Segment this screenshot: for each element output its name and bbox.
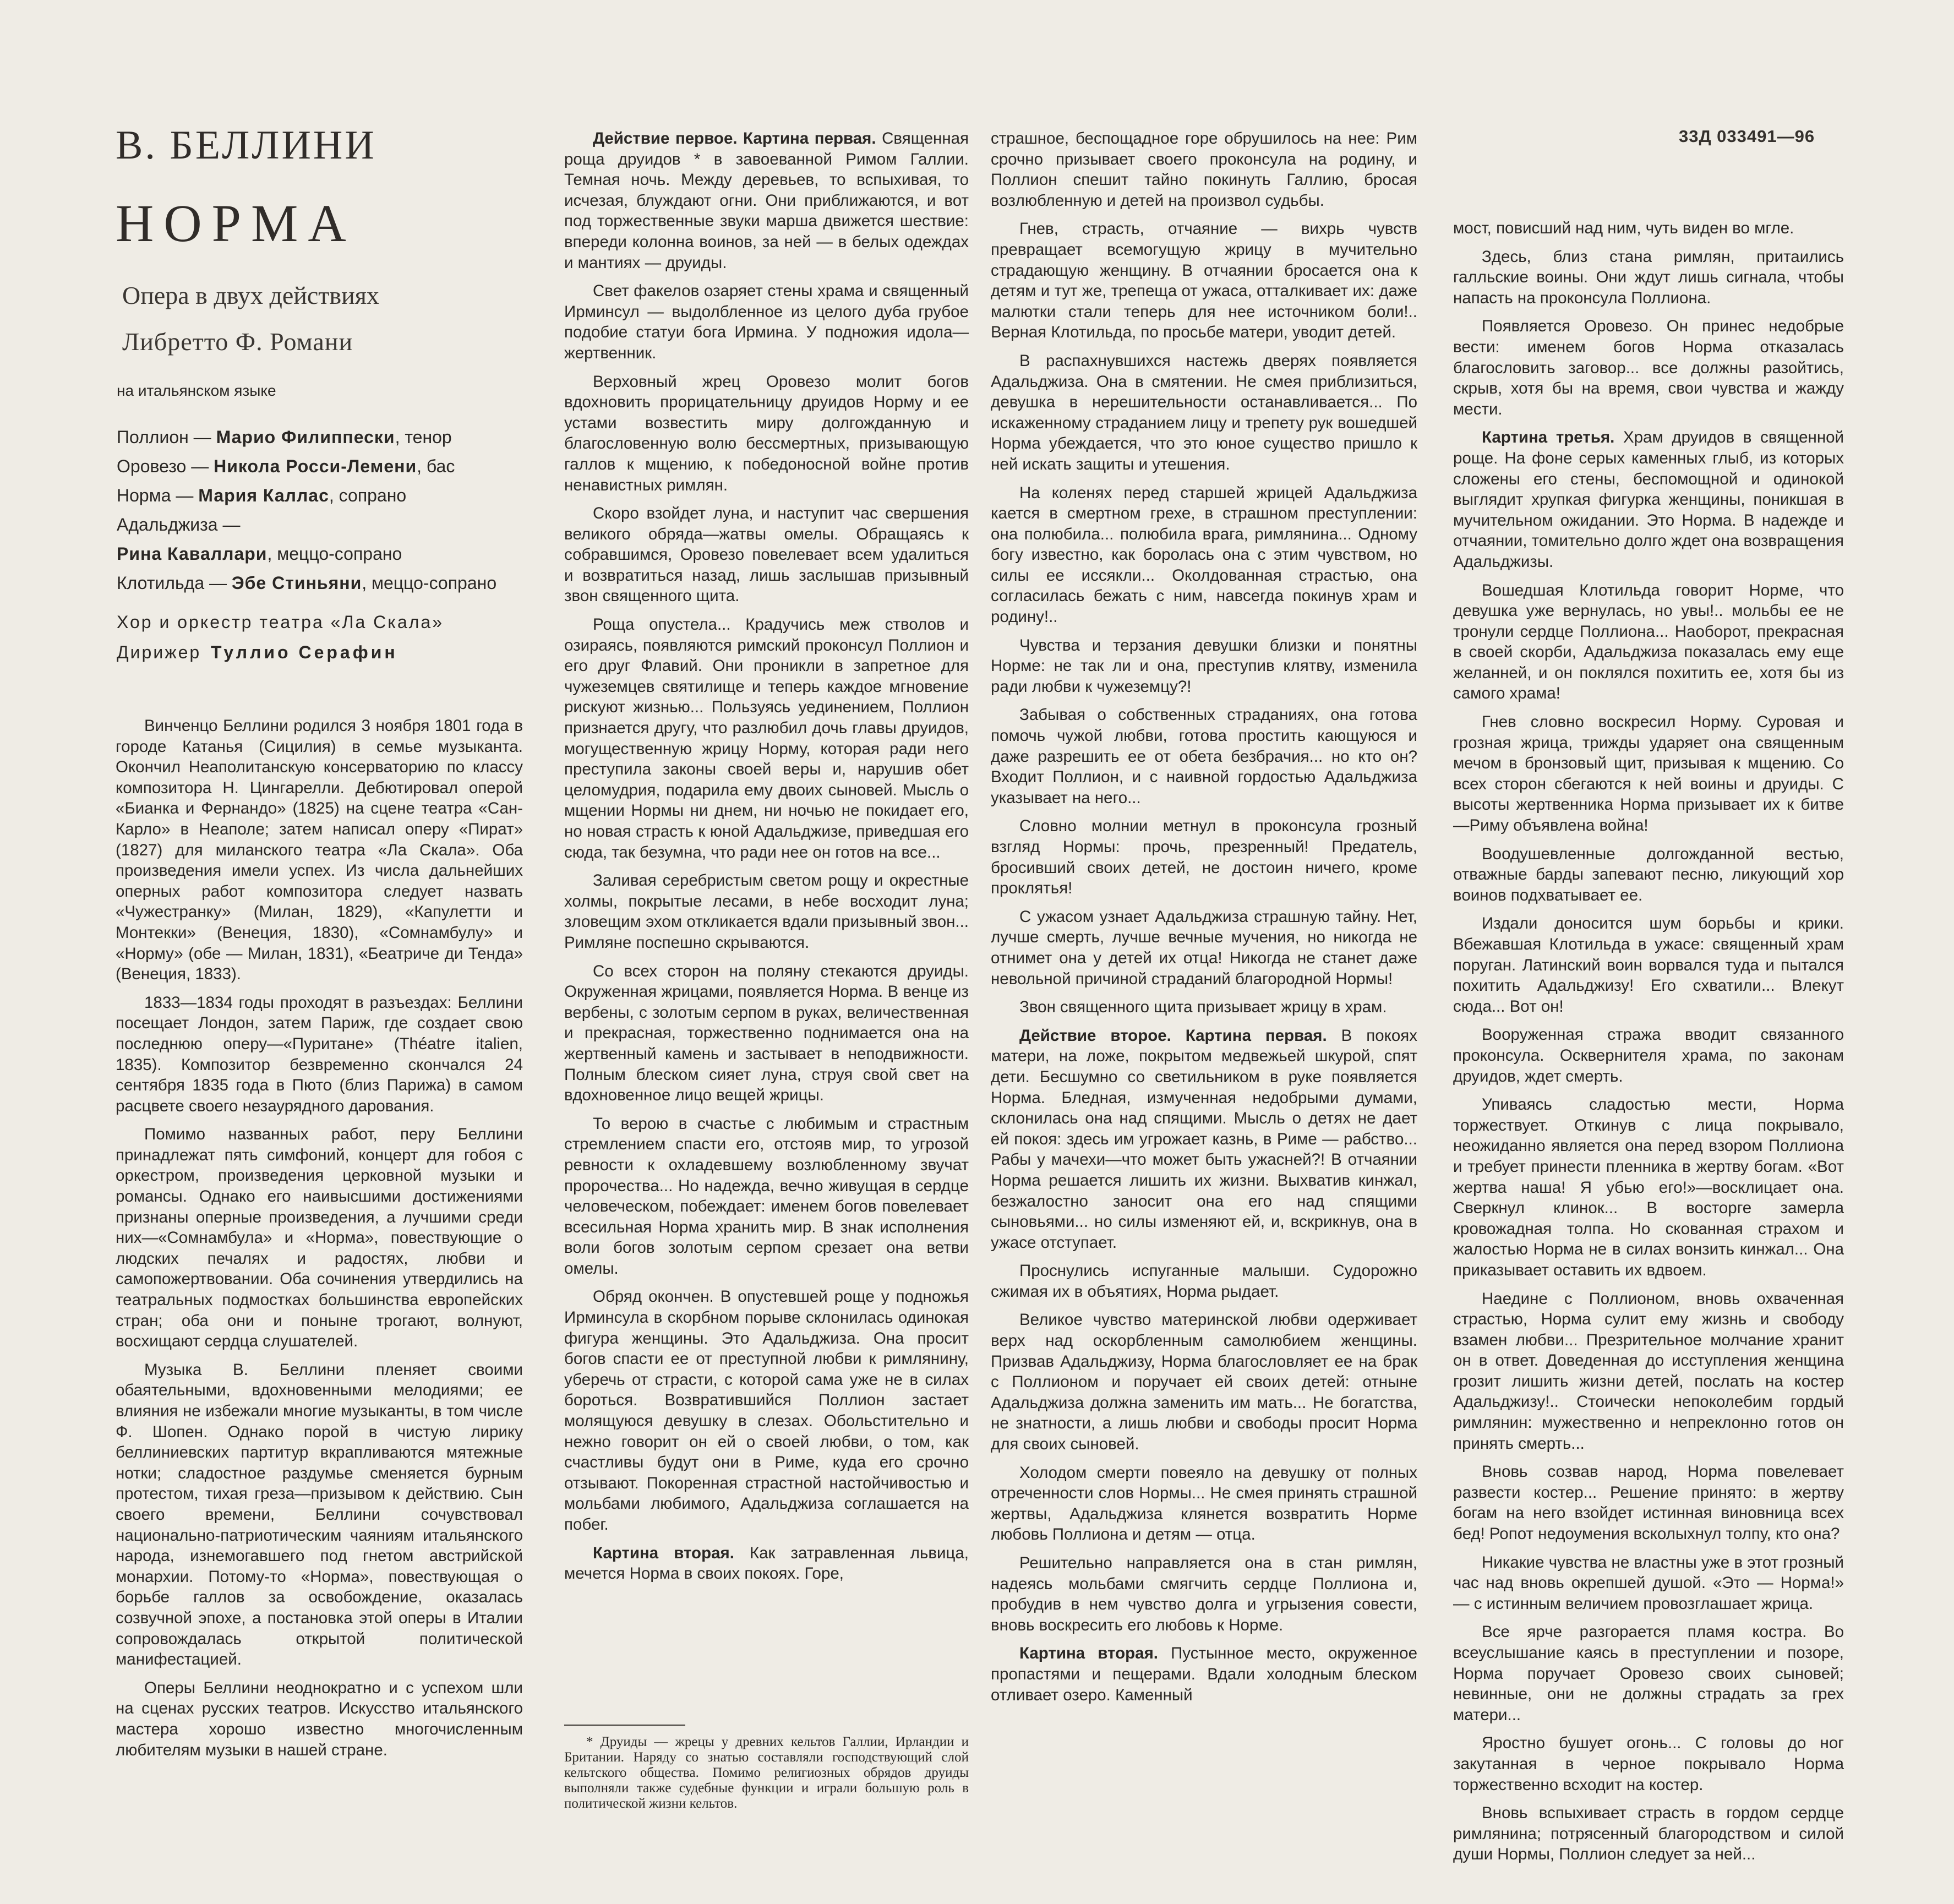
synopsis-paragraph	[1453, 247, 1844, 309]
chorus-credit: Хор и оркестр театра «Ла Скала»	[117, 612, 444, 632]
synopsis-paragraph	[1453, 1461, 1844, 1544]
paragraph-text: Яростно бушует огонь... С головы до ног закутанная в черное покрывало Норма торжественно всходит на костер.	[1453, 1734, 1844, 1794]
bio-paragraph: Оперы Беллини неоднократно и с успехом шли на сценах русских театров. Искусство итальянского мастера хорошо известно многочисленным любителям музыки в нашей стране.	[116, 1678, 523, 1759]
paragraph-text: Вошедшая Клотильда говорит Норме, что девушка уже вернулась, но увы!.. мольбы ее не тронули сердце Поллиона... Наоборот, прекрасная в своей скорби, Адальджиза показалась ему еще желанней, и он поклялся похитить ее, хотя бы из самого храма!	[1453, 581, 1844, 703]
synopsis-paragraph	[991, 1553, 1417, 1635]
synopsis-paragraph	[991, 635, 1417, 697]
paragraph-text: Храм друидов в священной роще. На фоне серых каменных глыб, из которых сложены его стены, беспомощной и одинокой выглядит хрупкая фигурка женщины, поникшая в мучительном ожидании. Это Норма. В надежде и отчаянии, томительно долго ждет она возвращения Адальджизы.	[1453, 428, 1844, 571]
synopsis-paragraph	[991, 483, 1417, 628]
bio-paragraph: 1833—1834 годы проходят в разъездах: Беллини посещает Лондон, затем Париж, где создает свою последнюю оперу—«Пуритане» (Théatre italien, 1835). Композитор безвременно скончался 24 сентября 1835 года в Пюто (близ Парижа) в самом расцвете своего незаурядного дарования.	[116, 993, 523, 1115]
synopsis-paragraph	[564, 614, 969, 863]
paragraph-text: Здесь, близ стана римлян, притаились галльские воины. Они ждут лишь сигнала, чтобы напасть на проконсула Поллиона.	[1453, 247, 1844, 307]
synopsis-paragraph	[991, 1643, 1417, 1705]
synopsis-paragraph	[991, 219, 1417, 343]
synopsis-paragraph	[1453, 1552, 1844, 1614]
synopsis-paragraph	[564, 1543, 969, 1584]
synopsis-paragraph	[1453, 844, 1844, 906]
paragraph-text: Скоро взойдет луна, и наступит час свершения великого обряда—жатвы омелы. Обращаясь к собравшимся, Оровезо повелевает всем удалиться и возвратиться назад, лишь заслышав призывный звон священного щита.	[564, 504, 969, 605]
synopsis-paragraph	[991, 816, 1417, 898]
paragraph-text: То верою в счастье с любимым и страстным стремлением спасти его, отстояв мир, то угрозой ревности к охладевшему возлюбленному звучат пророчества... Но надежда, вечно живущая в сердце человеческом, побеждает: именем богов повелевает всесильная Норма хранить мир. В знак исполнения воли богов золотым серпом срезает она ветви омелы.	[564, 1114, 969, 1278]
synopsis-paragraph	[564, 503, 969, 607]
paragraph-text: Священная роща друидов * в завоеванной Римом Галлии. Темная ночь. Между деревьев, то вспыхивая, то исчезая, блуждают огни. Они приближаются, и вот под торжественные звуки марша движется шествие: впереди колонна воинов, за ней — в белых одеждах и мантиях — друиды.	[564, 129, 969, 272]
paragraph-text: Воодушевленные долгожданной вестью, отважные барды запевают песню, ликующий хор воинов подхватывает ее.	[1453, 844, 1844, 904]
paragraph-text: Вновь вспыхивает страсть в гордом сердце римлянина; потрясенный благородством и силой души Нормы, Поллион следует за ней...	[1453, 1804, 1844, 1864]
footnote-text: * Друиды — жрецы у древних кельтов Галлии, Ирландии и Британии. Наряду со знатью составляли господствующий слой кельтского общества. Помимо религиозных обрядов друиды выполняли также судебные функции и играли большую роль в политической жизни кельтов.	[564, 1734, 969, 1811]
scene-heading: Картина вторая.	[1019, 1644, 1158, 1663]
footnote-rule	[564, 1725, 685, 1726]
scene-heading: Действие первое. Картина первая.	[593, 129, 876, 148]
paragraph-text: Пустынное место, окруженное пропастями и пещерами. Вдали холодным блеском отливает озеро. Каменный	[991, 1644, 1417, 1704]
synopsis-paragraph	[564, 870, 969, 953]
synopsis-paragraph	[991, 907, 1417, 989]
synopsis-paragraph	[991, 705, 1417, 808]
cast-entry: Поллион — Марио Филиппески, тенор	[117, 427, 452, 447]
scene-heading: Картина третья.	[1482, 428, 1615, 447]
paragraph-text: Никакие чувства не властны уже в этот грозный час над вновь окрепшей душой. «Это — Норма!» — с истинным величием провозглашает жрица.	[1453, 1553, 1844, 1613]
synopsis-paragraph	[991, 1310, 1417, 1454]
synopsis-paragraph	[564, 128, 969, 273]
paragraph-text: Холодом смерти повеяло на девушку от полных отреченности слов Нормы... Не смея принять страшной жертвы, Адальджиза клянется возвратить Норме любовь Поллиона и детям — отца.	[991, 1463, 1417, 1544]
synopsis-paragraph	[991, 997, 1417, 1018]
paragraph-text: Как затравленная львица, мечется Норма в своих покоях. Горе,	[564, 1543, 969, 1583]
synopsis-paragraph	[991, 1025, 1417, 1253]
bio-paragraph: Винченцо Беллини родился 3 ноября 1801 года в городе Катанья (Сицилия) в семье музыканта. Окончил Неаполитанскую консерваторию по классу композитора Н. Цингарелли. Дебютировал оперой «Бианка и Фернандо» (1825) на сцене театра «Сан-Карло» в Неаполе; затем написал оперу «Пират» (1827) для миланского театра «Ла Скала». Оба произведения имели успех. Из числа дальнейших оперных работ композитора следует назвать «Чужестранку» (Милан, 1829), «Капулетти и Монтекки» (Венеция, 1830), «Сомнамбулу» и «Норму» (обе — Милан, 1831), «Беатриче ди Тенда» (Венеция, 1833).	[116, 717, 523, 984]
footnote	[564, 1725, 969, 1812]
synopsis-paragraph	[991, 1463, 1417, 1545]
synopsis-paragraph	[564, 961, 969, 1106]
paragraph-text: С ужасом узнает Адальджиза страшную тайну. Нет, лучше смерть, лучше вечные мучения, но никогда не отнимет она у детей их отца! Никогда не станет даже невольной причиной страданий благородной Нормы!	[991, 907, 1417, 988]
language-note: на итальянском языке	[117, 382, 276, 399]
paragraph-text: Решительно направляется она в стан римлян, надеясь мольбами смягчить сердце Поллиона и, пробудив в нем чувство долга и угрызения совести, вновь воскресить его любовь к Норме.	[991, 1554, 1417, 1634]
paragraph-text: Забывая о собственных страданиях, она готова помочь чужой любви, готова простить кающуюся и даже разрешить ее от обета безбрачия... но кто он? Входит Поллион, и с наивной гордостью Адальджиза указывает на него...	[991, 706, 1417, 807]
synopsis-paragraph	[991, 1261, 1417, 1302]
synopsis-paragraph	[564, 281, 969, 363]
paragraph-text: Проснулись испуганные малыши. Судорожно сжимая их в объятиях, Норма рыдает.	[991, 1262, 1417, 1301]
synopsis-column-2	[991, 128, 1417, 1713]
synopsis-paragraph	[1453, 1733, 1844, 1795]
paragraph-text: мост, повисший над ним, чуть виден во мгле.	[1453, 219, 1794, 237]
synopsis-paragraph	[564, 372, 969, 496]
cast-entry: Клотильда — Эбе Стиньяни, меццо-сопрано	[117, 573, 497, 593]
synopsis-paragraph	[564, 1114, 969, 1279]
cast-entry: Оровезо — Никола Росси-Лемени, бас	[117, 456, 455, 476]
paragraph-text: Свет факелов озаряет стены храма и священный Ирминсул — выдолбленное из целого дуба грубое подобие статуи бога Ирмина. У подножия идола—жертвенник.	[564, 282, 969, 362]
paragraph-text: Чувства и терзания девушки близки и понятны Норме: не так ли и она, преступив клятву, изменила ради любви к чужеземцу?!	[991, 636, 1417, 696]
paragraph-text: В распахнувшихся настежь дверях появляется Адальджиза. Она в смятении. Не смея приблизиться, девушка в нерешительности останавливается... По искаженному страданием лицу и трепету рук вошедшей Норма убеждается, что это юное существо пришло к ней искать защиты и утешения.	[991, 351, 1417, 473]
synopsis-column-3	[1453, 218, 1844, 1873]
scene-heading: Картина вторая.	[593, 1543, 734, 1562]
paragraph-text: Со всех сторон на поляну стекаются друиды. Окруженная жрицами, появляется Норма. В венце из вербены, с золотым серпом в руках, величественная и прекрасная, торжественно поднимается она на жертвенный камень и застывает в неподвижности. Полным блеском сияет луна, струя свой свет на вдохновенное лицо вещей жрицы.	[564, 962, 969, 1105]
libretto-credit: Либретто Ф. Романи	[122, 328, 353, 356]
paragraph-text: Вновь созвав народ, Норма повелевает развести костер... Решение принято: в жертву богам на него взойдет истинная виновница всех бед! Ропот недоумения всколыхнул толпу, кто она?	[1453, 1463, 1844, 1543]
synopsis-paragraph	[1453, 427, 1844, 572]
synopsis-paragraph	[1453, 316, 1844, 419]
synopsis-paragraph	[1453, 913, 1844, 1017]
paragraph-text: Заливая серебристым светом рощу и окрестные холмы, покрытые лесами, в небе восходит луна; зловещим эхом откликается вдали призывный звон... Римляне поспешно скрываются.	[564, 871, 969, 952]
paragraph-text: Издали доносится шум борьбы и крики. Вбежавшая Клотильда в ужасе: священный храм поруган. Латинский воин ворвался туда и пытался похитить Адальджизу! Его схватили... Влекут сюда... Вот он!	[1453, 914, 1844, 1016]
bio-paragraph: Помимо названных работ, перу Беллини принадлежат пять симфоний, концерт для гобоя с оркестром, произведения церковной музыки и романсы. Однако его наивысшими достижениями признаны оперные произведения, а лучшими среди них—«Сомнамбула» и «Норма», повествующие о людских печалях и радостях, любви и самопожертвовании. Оба сочинения утвердились на театральных подмостках большинства европейских стран; оба они и поныне трогают, волнуют, восхищают сердца слушателей.	[116, 1125, 523, 1351]
paragraph-text: Вооруженная стража вводит связанного проконсула. Осквернителя храма, по законам друидов, ждет смерть.	[1453, 1025, 1844, 1085]
cast-entry: Адальджиза —	[117, 515, 241, 534]
paragraph-text: Все ярче разгорается пламя костра. Во всеуслышание каясь в преступлении и позоре, Норма поручает Оровезо своих сыновей; невинные, они не должны страдать за грех матери...	[1453, 1623, 1844, 1724]
paragraph-text: Роща опустела... Крадучись меж стволов и озираясь, появляются римский проконсул Поллион и его друг Флавий. Они проникли в запретное для чужеземцев святилище и теперь каждое мгновение рискуют жизнью... Пользуясь уединением, Поллион признается другу, что разлюбил дочь главы друидов, могущественную жрицу Норму, которая ради него преступила законы своей веры и, нарушив обет целомудрия, подарила ему двоих сыновей. Мысль о мщении Нормы ни днем, ни ночью не покидает его, но новая страсть к юной Адальджизе, приведшая его сюда, так безумна, что ради нее он готов на все...	[564, 615, 969, 861]
biography-column	[116, 716, 523, 1768]
synopsis-paragraph	[1453, 1024, 1844, 1087]
synopsis-paragraph	[564, 1286, 969, 1535]
paragraph-text: Гнев, страсть, отчаяние — вихрь чувств превращает всемогущую жрицу в мучительно страдающую женщину. В отчаянии бросается она к детям и тут же, трепеща от ужаса, отталкивает их: даже малютки стали теперь для нее источником боли!.. Верная Клотильда, по просьбе матери, уводит детей.	[991, 220, 1417, 342]
opera-title: НОРМА	[116, 194, 356, 253]
synopsis-paragraph	[1453, 1094, 1844, 1280]
paragraph-text: Упиваясь сладостью мести, Норма торжествует. Откинув с лица покрывало, неожиданно является она перед взором Поллиона и требует принести пленника в жертву богам. «Вот жертва наша! Я убью его!»—восклицает она. Сверкнул клинок... В восторге замерла кровожадная толпа. Но скованная страхом и жалостью Норма не в силах вонзить кинжал... Она приказывает оставить их вдвоем.	[1453, 1095, 1844, 1279]
paragraph-text: Словно молнии метнул в проконсула грозный взгляд Нормы: прочь, презренный! Предатель, бросивший своих детей, не достоин ничего, кроме проклятья!	[991, 817, 1417, 898]
composer-name: В. БЕЛЛИНИ	[116, 123, 376, 168]
synopsis-paragraph	[1453, 1289, 1844, 1454]
cast-entry: Рина Каваллари, меццо-сопрано	[117, 544, 402, 564]
synopsis-paragraph	[1453, 218, 1844, 239]
paragraph-text: Звон священного щита призывает жрицу в храм.	[1019, 998, 1387, 1017]
paragraph-text: Наедине с Поллионом, вновь охваченная страстью, Норма сулит ему жизнь и свободу взамен любви... Презрительное молчание хранит он в ответ. Доведенная до исступления женщина грозит лишить жизни детей, послать на костер Адальджизу!.. Стоически непоколебим гордый римлянин: мужественно и непреклонно готов он принять смерть...	[1453, 1289, 1844, 1453]
paragraph-text: страшное, беспощадное горе обрушилось на нее: Рим срочно призывает своего проконсула на родину, и Поллион спешит тайно покинуть Галлию, бросая возлюбленную и детей на произвол судьбы.	[991, 129, 1417, 210]
paragraph-text: В покоях матери, на ложе, покрытом медвежьей шкурой, спят дети. Бесшумно со светильником в руке появляется Норма. Бледная, измученная недобрыми думами, склонилась она над спящими. Мысль о детях не дает ей покоя: здесь им угрожает казнь, в Риме — рабство... Рабы у мачехи—что может быть ужасней?! В отчаянии Норма решается лишить их жизни. Выхватив кинжал, безжалостно заносит она его над спящими сыновьями... но силы изменяют ей, и, вскрикнув, она в ужасе отступает.	[991, 1026, 1417, 1252]
synopsis-column-1	[564, 128, 969, 1592]
paragraph-text: Обряд окончен. В опустевшей роще у подножья Ирминсула в скорбном порыве склонилась одинокая фигура женщины. Это Адальджиза. Она просит богов спасти ее от преступной любви к римлянину, уберечь от страсти, с которой сама уже не в силах бороться. Возвратившийся Поллион застает молящуюся девушку в слезах. Обольстительно и нежно говорит он ей о своей любви, о том, как счастливы будут они в Риме, куда его срочно отзывают. Покоренная страстной настойчивостью и мольбами любимого, Адальджиза соглашается на побег.	[564, 1287, 969, 1534]
paragraph-text: Великое чувство материнской любви одерживает верх над оскорбленным самолюбием женщины. Призвав Адальджизу, Норма благословляет ее на брак с Поллионом и поручает ей своих детей: отныне Адальджиза должна заменить им мать... Не богатства, не знатности, а лишь любви и свободы просит Норма для своих сыновей.	[991, 1311, 1417, 1454]
scene-heading: Действие второе. Картина первая.	[1019, 1026, 1327, 1045]
synopsis-paragraph	[1453, 1803, 1844, 1865]
performers	[117, 607, 444, 668]
bio-paragraph: Музыка В. Беллини пленяет своими обаятельными, вдохновенными мелодиями; ее влияния не избежали многие музыканты, в том числе Ф. Шопен. Однако порой в чистую лирику беллиниевских партитур вкрапливаются мятежные нотки; сладостное раздумье сменяется бурным протестом, тихая греза—призывом к действию. Сын своего времени, Беллини сочувствовал национально-патриотическим чаяниям итальянского народа, изнемогавшего под гнетом австрийской монархии. Потому-то «Норма», повествующая о борьбе галлов за освобождение, оказалась созвучной эпохе, а постановка этой оперы в Италии сопровождалась открытой политической манифестацией.	[116, 1360, 523, 1669]
synopsis-paragraph	[1453, 712, 1844, 836]
synopsis-paragraph	[991, 128, 1417, 211]
synopsis-paragraph	[1453, 580, 1844, 705]
paragraph-text: Появляется Оровезо. Он принес недобрые вести: именем богов Норма отказалась благословить заговор... все должны разойтись, скрыв, хотя бы на время, свои чувства и жажду мести.	[1453, 317, 1844, 418]
catalog-number: 33Д 033491—96	[1679, 127, 1815, 146]
paragraph-text: Гнев словно воскресил Норму. Суровая и грозная жрица, трижды ударяет она священным мечом в бронзовый щит, призывая к мщению. Со всех сторон сбегаются к ней воины и друиды. С высоты жертвенника Норма призывает их к битве—Риму объявлена война!	[1453, 713, 1844, 835]
synopsis-paragraph	[991, 351, 1417, 475]
conductor-credit: Дирижер Туллио Серафин	[117, 642, 398, 662]
synopsis-paragraph	[1453, 1622, 1844, 1725]
opera-subtitle: Опера в двух действиях	[122, 281, 379, 309]
cast-entry: Норма — Мария Каллас, сопрано	[117, 485, 407, 505]
paragraph-text: На коленях перед старшей жрицей Адальджиза кается в смертном грехе, в страшном преступлении: она полюбила... полюбила врага, римлянина... Одному богу известно, как боролась она с этим чувством, но силы ее иссякли... Околдованная страстью, она согласилась бежать с ним, навсегда покинув храм и родину!..	[991, 483, 1417, 626]
cast-list	[117, 423, 496, 598]
paragraph-text: Верховный жрец Оровезо молит богов вдохновить прорицательницу друидов Норму и ее устами возвестить миру долгожданную и благословенную волю бессмертных, призывающую галлов к мщению, к победоносной войне против ненавистных римлян.	[564, 372, 969, 494]
